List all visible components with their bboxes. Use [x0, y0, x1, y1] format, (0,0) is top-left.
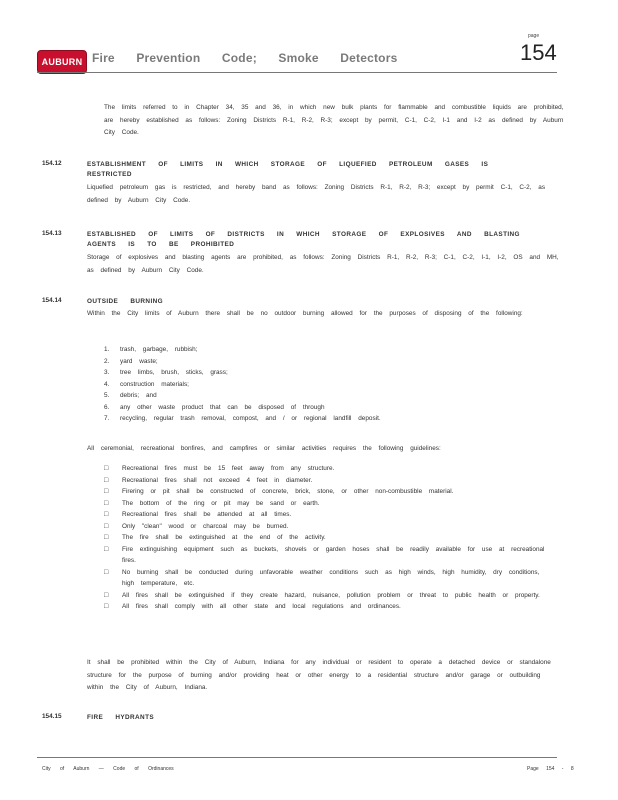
checkbox-bullet-icon: □ [104, 545, 109, 553]
section-text: All ceremonial, recreational bonfires, and campfires or similar activities requires the following guidelines: [87, 445, 441, 452]
page-number: 154 [520, 40, 557, 65]
list-text: All fires shall be extinguished if they create hazard, nuisance, pollution problem or threat to public health or property. [122, 591, 540, 599]
list-text: any other waste product that can be disposed of through [120, 403, 325, 411]
section-text: Within the City limits of Auburn there shall be no outdoor burning allowed for the purposes of disposing of the following: [87, 310, 523, 317]
list-text: Firering or pit shall be constructed of concrete, brick, stone, or other non-combustible material. [122, 488, 454, 495]
list-text: Fire extinguishing equipment such as buckets, shovels or garden hoses shall be readily available for use at recreational fires. [122, 545, 545, 564]
list-item [104, 367, 544, 379]
checkbox-bullet-icon: □ [104, 511, 109, 518]
section-heading: ESTABLISHED OF LIMITS OF DISTRICTS IN WHICH STORAGE OF EXPLOSIVES AND BLASTING AGENTS IS TO BE PROHIBITED [87, 231, 520, 248]
list-item [104, 544, 556, 567]
list-item [104, 567, 556, 590]
auburn-logo: AUBURN [37, 50, 87, 74]
section-heading: ESTABLISHMENT OF LIMITS IN WHICH STORAGE OF LIQUEFIED PETROLEUM GASES IS RESTRICTED [87, 161, 489, 178]
section-number: 154.13 [42, 230, 62, 237]
list-number: 6. [104, 403, 110, 411]
section-text: Liquefied petroleum gas is restricted, and hereby band as follows: Zoning Districts R-1, R-2, R-3; except by permit C-1, C-2, as defined by Auburn City Code. [87, 184, 546, 204]
list-number: 1. [104, 346, 110, 353]
section-number: 154.12 [42, 160, 62, 167]
list-number: 7. [104, 415, 110, 422]
list-item [104, 463, 556, 475]
list-text: Recreational fires shall not exceed 4 feet in diameter. [122, 476, 313, 484]
list-text: tree limbs, brush, sticks, grass; [120, 369, 228, 376]
list-item [104, 413, 544, 425]
section-heading: FIRE HYDRANTS [87, 714, 155, 721]
list-item [104, 498, 556, 510]
list-item [104, 486, 556, 498]
list-text: recycling, regular trash removal, compost, and / or regional landfill deposit. [120, 415, 381, 422]
list-text: The fire shall be extinguished at the end of the activity. [122, 534, 326, 541]
list-number: 4. [104, 380, 110, 388]
list-text: Only "clean" wood or charcoal may be burned. [122, 522, 289, 530]
list-number: 5. [104, 392, 110, 399]
page-title: Fire Prevention Code; Smoke Detectors [92, 51, 398, 65]
list-item [104, 356, 544, 368]
list-text: Recreational fires shall be attended at all times. [122, 511, 292, 518]
list-item [104, 475, 556, 487]
list-number: 2. [104, 357, 110, 365]
numbered-list [104, 344, 544, 425]
footer-source: City of Auburn — Code of Ordinances [42, 766, 174, 772]
section-heading: OUTSIDE BURNING [87, 298, 164, 305]
list-item [104, 509, 556, 521]
checkbox-bullet-icon: □ [104, 476, 109, 484]
list-number: 3. [104, 369, 110, 376]
list-text: No burning shall be conducted during unfavorable weather conditions such as high winds, high humidity, dry conditions, high temperature, etc. [122, 568, 540, 587]
footer-page: Page 154 - 8 [527, 766, 574, 772]
list-text: Recreational fires must be 15 feet away from any structure. [122, 465, 335, 472]
list-item [104, 402, 544, 414]
list-text: The bottom of the ring or pit may be sand or earth. [122, 499, 320, 507]
list-item [104, 344, 544, 356]
list-item [104, 390, 544, 402]
list-item [104, 590, 556, 602]
checkbox-bullet-icon: □ [104, 534, 109, 541]
intro-paragraph: The limits referred to in Chapter 34, 35 and 36, in which new bulk plants for flammable and combustible liquids are prohibited, are hereby established as follows: Zoning Districts R-1, R-2, R-3; except by permit, C-1, C-2, I-1 and I-2 as defined by Auburn City Code. [104, 104, 564, 136]
checkbox-bullet-icon: □ [104, 603, 109, 610]
list-text: All fires shall comply with all other state and local regulations and ordinances. [122, 603, 401, 610]
list-text: yard waste; [120, 357, 158, 365]
section-text: It shall be prohibited within the City of Auburn, Indiana for any individual or resident to operate a detached device or standalone structure for the purpose of burning and/or providing heat or other energy to a residential structure and/or garage or outbuilding within the City of Auburn, Indiana. [87, 659, 551, 691]
section-text: Storage of explosives and blasting agents are prohibited, as follows: Zoning Districts R-1, R-2, R-3; C-1, C-2, I-1, I-2, OS and MH, as defined by Auburn City Code. [87, 254, 559, 274]
header-divider [37, 72, 557, 73]
checkbox-bullet-icon: □ [104, 522, 109, 530]
checkbox-bullet-icon: □ [104, 465, 109, 472]
section-number: 154.14 [42, 297, 62, 304]
page-label: page [528, 33, 540, 39]
footer-divider [37, 757, 557, 758]
list-text: trash, garbage, rubbish; [120, 346, 198, 353]
checkbox-bullet-icon: □ [104, 568, 109, 576]
bullet-list [104, 463, 556, 613]
list-text: construction materials; [120, 380, 189, 388]
list-item [104, 532, 556, 544]
list-item [104, 521, 556, 533]
checkbox-bullet-icon: □ [104, 488, 109, 495]
list-text: debris; and [120, 392, 157, 399]
list-item [104, 601, 556, 613]
checkbox-bullet-icon: □ [104, 591, 109, 599]
section-number: 154.15 [42, 713, 62, 720]
list-item [104, 379, 544, 391]
checkbox-bullet-icon: □ [104, 499, 109, 507]
